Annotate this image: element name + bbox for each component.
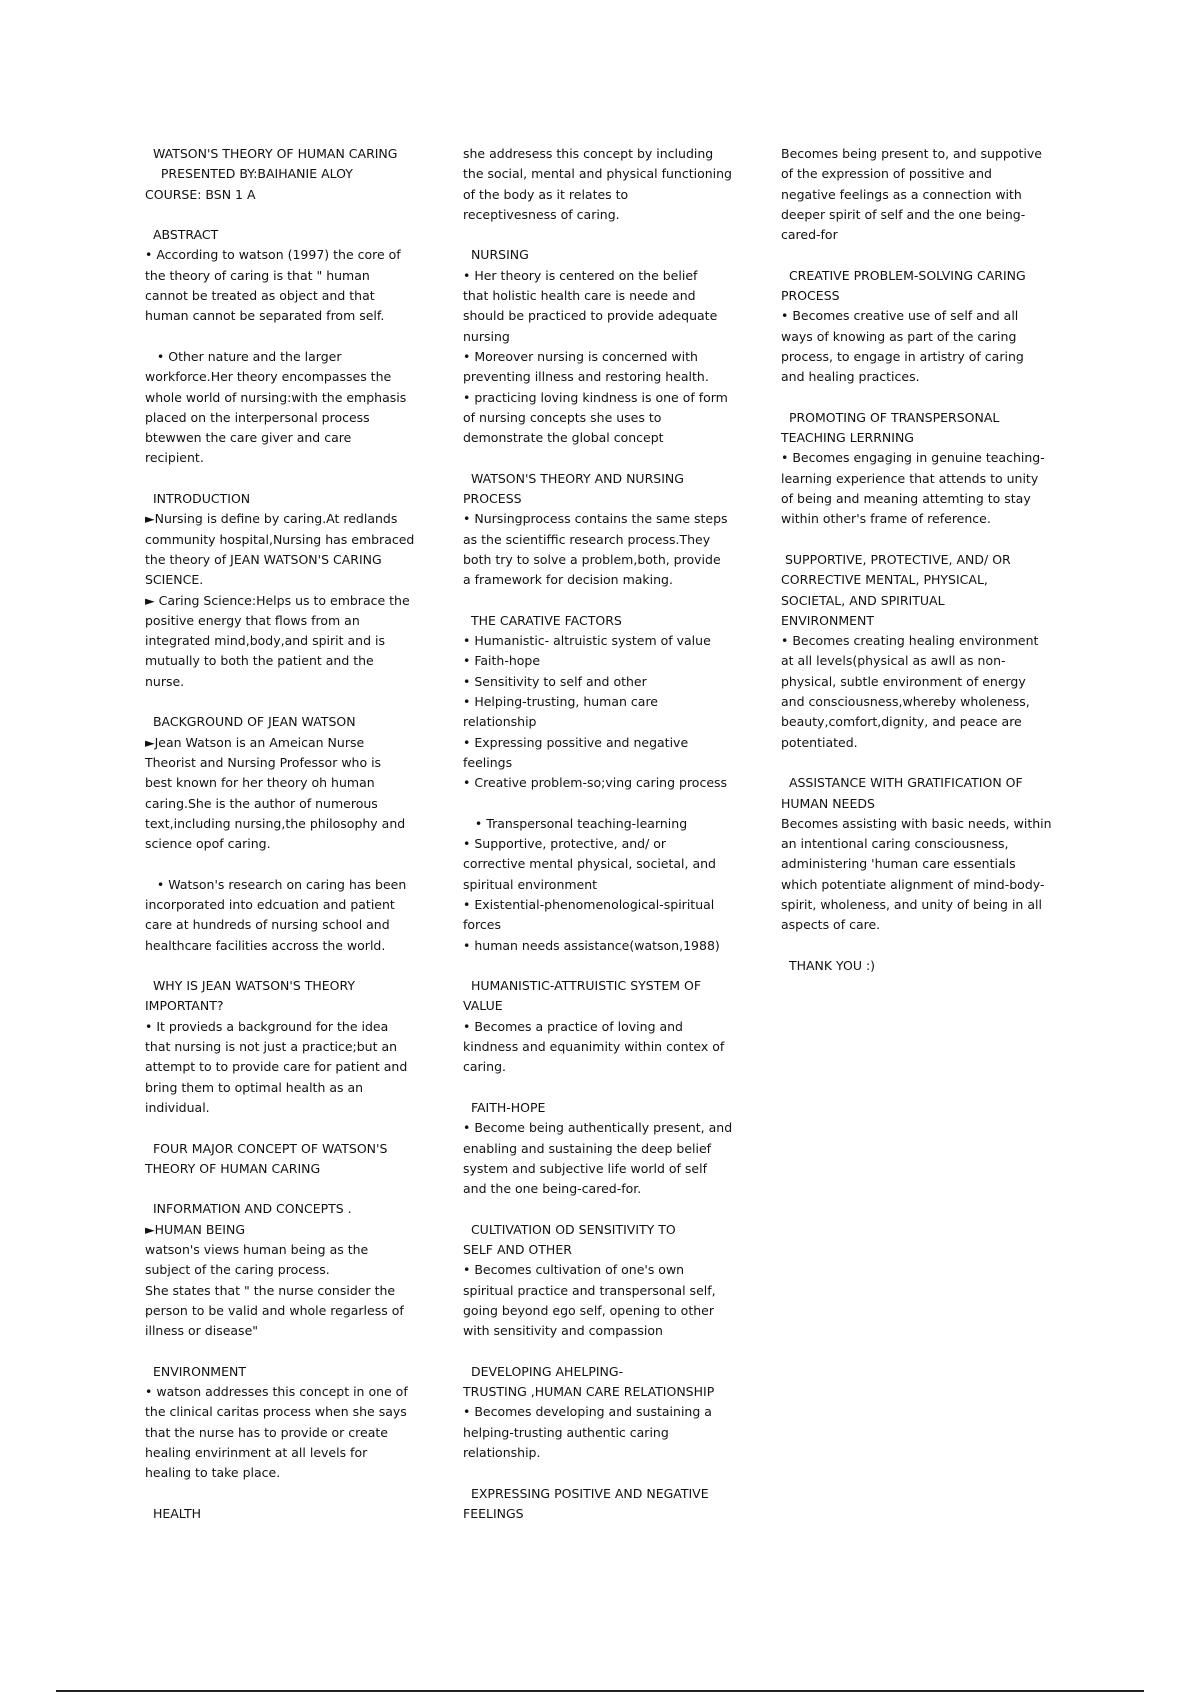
text-line: • Becomes cultivation of one's own [463, 1262, 685, 1278]
text-line: spirit, wholeness, and unity of being in all [781, 896, 1042, 912]
text-line: PROCESS [463, 491, 522, 507]
text-line: illness or disease" [145, 1323, 259, 1339]
text-line: spiritual environment [463, 876, 598, 892]
text-line: that holistic health care is neede and [463, 288, 696, 304]
text-line: watson's views human being as the [145, 1242, 369, 1258]
text-line: PRESENTED BY:BAIHANIE ALOY [145, 166, 353, 182]
text-line: spiritual practice and transpersonal self, [463, 1282, 716, 1298]
text-line: science opof caring. [145, 836, 271, 852]
text-line: she addresess this concept by including [463, 146, 714, 161]
text-line: CORRECTIVE MENTAL, PHYSICAL, [781, 572, 988, 588]
text-line: IMPORTANT? [145, 998, 224, 1014]
text-line: • According to watson (1997) the core of [145, 247, 401, 263]
text-line: SUPPORTIVE, PROTECTIVE, AND/ OR [781, 551, 1011, 567]
text-line: with sensitivity and compassion [463, 1323, 663, 1339]
text-line: which potentiate alignment of mind-body- [781, 876, 1045, 892]
text-line: a framework for decision making. [463, 572, 673, 588]
blank-line [781, 245, 1063, 265]
text-line: process, to engage in artistry of caring [781, 348, 1024, 364]
text-line: mutually to both the patient and the [145, 653, 374, 669]
text-line: attempt to to provide care for patient and [145, 1059, 408, 1075]
text-line: nurse. [145, 673, 185, 689]
text-line: individual. [145, 1099, 210, 1115]
text-line: VALUE [463, 998, 503, 1014]
blank-line [145, 469, 427, 489]
text-line: • Supportive, protective, and/ or [463, 836, 667, 852]
text-line: preventing illness and restoring health. [463, 369, 709, 385]
text-line: ►Jean Watson is an Ameican Nurse [145, 734, 365, 750]
text-line: NURSING [463, 247, 529, 263]
text-line: and the one being-cared-for. [463, 1181, 642, 1197]
text-line: • Humanistic- altruistic system of value [463, 633, 711, 649]
text-line: whole world of nursing:with the emphasis [145, 389, 407, 405]
text-line: ENVIRONMENT [781, 612, 875, 628]
text-line: • Transpersonal teaching-learning [463, 815, 688, 831]
text-line: ►HUMAN BEING [145, 1221, 246, 1237]
text-line: cared-for [781, 227, 838, 243]
text-line: placed on the interpersonal process [145, 409, 370, 425]
text-line: healthcare facilities accross the world. [145, 937, 386, 953]
text-line: WHY IS JEAN WATSON'S THEORY [145, 978, 356, 994]
text-line: PROCESS [781, 288, 840, 304]
blank-line [145, 956, 427, 976]
text-line: • human needs assistance(watson,1988) [463, 937, 720, 953]
text-line: receptivesness of caring. [463, 206, 620, 222]
text-line: DEVELOPING AHELPING- [463, 1363, 624, 1379]
text-line: negative feelings as a connection with [781, 186, 1022, 202]
text-line: human cannot be separated from self. [145, 308, 385, 324]
text-line: COURSE: BSN 1 A [145, 186, 256, 202]
text-column-left [145, 144, 427, 1524]
text-line: the theory of JEAN WATSON'S CARING [145, 551, 382, 567]
text-line: that the nurse has to provide or create [145, 1424, 388, 1440]
text-line: ENVIRONMENT [145, 1363, 246, 1379]
text-line: best known for her theory oh human [145, 775, 375, 791]
text-line: of the body as it relates to [463, 186, 629, 202]
blank-line [145, 205, 427, 225]
blank-line [463, 448, 745, 468]
blank-line [463, 225, 745, 245]
text-line: learning experience that attends to unity [781, 470, 1039, 486]
text-line: SELF AND OTHER [463, 1242, 572, 1258]
text-line: TEACHING LERRNING [781, 430, 914, 446]
text-line: THANK YOU :) [781, 957, 876, 973]
text-line: relationship. [463, 1445, 541, 1460]
blank-line [463, 1199, 745, 1219]
text-line: CULTIVATION OD SENSITIVITY TO [463, 1221, 676, 1237]
text-line: • It provieds a background for the idea [145, 1018, 389, 1034]
text-line: ABSTRACT [145, 227, 219, 243]
text-line: that nursing is not just a practice;but an [145, 1039, 398, 1055]
text-line: ► Caring Science:Helps us to embrace the [145, 592, 410, 608]
text-line: Theorist and Nursing Professor who is [145, 754, 382, 770]
text-line: corrective mental physical, societal, and [463, 856, 716, 872]
text-line: • Nursingprocess contains the same steps [463, 511, 728, 527]
text-line: Becomes being present to, and suppotive [781, 146, 1042, 161]
text-line: physical, subtle environment of energy [781, 673, 1026, 689]
text-line: THEORY OF HUMAN CARING [145, 1160, 321, 1176]
text-line: community hospital,Nursing has embraced [145, 531, 415, 547]
text-line: positive energy that flows from an [145, 612, 360, 628]
text-line: demonstrate the global concept [463, 430, 664, 446]
text-line: HUMANISTIC-ATTRUISTIC SYSTEM OF [463, 978, 702, 994]
text-line: SCIENCE. [145, 572, 204, 588]
blank-line [145, 1342, 427, 1362]
text-line: EXPRESSING POSITIVE AND NEGATIVE [463, 1485, 709, 1501]
text-line: • watson addresses this concept in one of [145, 1384, 408, 1400]
text-line: at all levels(physical as awll as non- [781, 653, 1006, 669]
text-line: going beyond ego self, opening to other [463, 1302, 714, 1318]
text-line: incorporated into edcuation and patient [145, 896, 395, 912]
text-line: ASSISTANCE WITH GRATIFICATION OF [781, 775, 1023, 791]
text-line: workforce.Her theory encompasses the [145, 369, 392, 385]
blank-line [145, 1484, 427, 1504]
blank-line [463, 1463, 745, 1483]
text-column-middle [463, 144, 745, 1524]
text-line: the theory of caring is that " human [145, 267, 370, 283]
text-line: • Becomes developing and sustaining a [463, 1404, 712, 1420]
text-line: • Existential-phenomenological-spiritual [463, 896, 715, 912]
text-line: and healing practices. [781, 369, 920, 385]
text-line: ways of knowing as part of the caring [781, 328, 1017, 344]
blank-line [781, 753, 1063, 773]
text-line: btewwen the care giver and care [145, 430, 352, 446]
text-line: TRUSTING ,HUMAN CARE RELATIONSHIP [463, 1384, 715, 1400]
text-line: caring.She is the author of numerous [145, 795, 378, 811]
text-line: of nursing concepts she uses to [463, 409, 662, 425]
text-line: subject of the caring process. [145, 1262, 330, 1278]
text-line: an intentional caring consciousness, [781, 836, 1009, 852]
text-line: and consciousness,whereby wholeness, [781, 694, 1030, 710]
blank-line [145, 1118, 427, 1138]
text-line: • Watson's research on caring has been [145, 876, 407, 892]
text-line: healing envirinment at all levels for [145, 1445, 368, 1460]
text-line: recipient. [145, 450, 204, 466]
text-line: beauty,comfort,dignity, and peace are [781, 714, 1022, 730]
text-line: INFORMATION AND CONCEPTS . [145, 1201, 352, 1217]
blank-line [145, 854, 427, 874]
text-line: should be practiced to provide adequate [463, 308, 718, 324]
text-line: • Moreover nursing is concerned with [463, 348, 698, 364]
text-line: • Helping-trusting, human care [463, 694, 659, 710]
text-line: ►Nursing is define by caring.At redlands [145, 511, 398, 527]
text-column-right [781, 144, 1063, 976]
text-line: SOCIETAL, AND SPIRITUAL [781, 592, 945, 608]
text-line: deeper spirit of self and the one being- [781, 206, 1026, 222]
text-line: BACKGROUND OF JEAN WATSON [145, 714, 356, 730]
text-line: • Becomes creating healing environment [781, 633, 1039, 649]
footer-rule [56, 1690, 1144, 1692]
text-line: • Become being authentically present, and [463, 1120, 733, 1136]
text-line: aspects of care. [781, 917, 881, 933]
text-line: • Becomes a practice of loving and [463, 1018, 683, 1034]
text-line: the clinical caritas process when she says [145, 1404, 407, 1420]
text-line: INTRODUCTION [145, 491, 251, 507]
blank-line [145, 327, 427, 347]
text-line: • Faith-hope [463, 653, 541, 669]
text-line: FAITH-HOPE [463, 1099, 546, 1115]
blank-line [463, 794, 745, 814]
text-line: administering 'human care essentials [781, 856, 1016, 872]
text-line: enabling and sustaining the deep belief [463, 1140, 712, 1156]
text-line: system and subjective life world of self [463, 1160, 707, 1176]
text-line: nursing [463, 328, 510, 344]
blank-line [781, 388, 1063, 408]
text-line: text,including nursing,the philosophy and [145, 815, 406, 831]
text-line: • Expressing possitive and negative [463, 734, 689, 750]
text-line: • Becomes engaging in genuine teaching- [781, 450, 1045, 466]
blank-line [463, 956, 745, 976]
blank-line [463, 1078, 745, 1098]
text-line: PROMOTING OF TRANSPERSONAL [781, 409, 1000, 425]
text-line: She states that " the nurse consider the [145, 1282, 396, 1298]
text-line: • Sensitivity to self and other [463, 673, 647, 689]
text-line: integrated mind,body,and spirit and is [145, 633, 385, 649]
text-line: Becomes assisting with basic needs, within [781, 815, 1052, 831]
text-line: relationship [463, 714, 537, 730]
text-line: • Other nature and the larger [145, 348, 342, 364]
text-line: FEELINGS [463, 1505, 524, 1521]
text-line: caring. [463, 1059, 506, 1075]
text-line: FOUR MAJOR CONCEPT OF WATSON'S [145, 1140, 388, 1156]
text-line: HUMAN NEEDS [781, 795, 875, 811]
text-line: both try to solve a problem,both, provide [463, 551, 721, 567]
blank-line [463, 591, 745, 611]
text-line: WATSON'S THEORY AND NURSING [463, 470, 684, 486]
text-line: care at hundreds of nursing school and [145, 917, 390, 933]
text-line: CREATIVE PROBLEM-SOLVING CARING [781, 267, 1026, 283]
text-line: HEALTH [145, 1505, 202, 1521]
text-line: healing to take place. [145, 1465, 281, 1481]
text-line: within other's frame of reference. [781, 511, 991, 527]
text-line: the social, mental and physical functioning [463, 166, 732, 182]
text-line: of being and meaning attemting to stay [781, 491, 1031, 507]
text-line: as the scientiffic research process.They [463, 531, 711, 547]
text-line: feelings [463, 754, 513, 770]
blank-line [463, 1342, 745, 1362]
blank-line [145, 692, 427, 712]
text-line: person to be valid and whole regarless of [145, 1302, 404, 1318]
text-line: cannot be treated as object and that [145, 288, 375, 304]
text-line: THE CARATIVE FACTORS [463, 612, 622, 628]
text-line: forces [463, 917, 501, 933]
text-line: • Becomes creative use of self and all [781, 308, 1019, 324]
text-line: kindness and equanimity within contex of [463, 1039, 725, 1055]
text-line: • Her theory is centered on the belief [463, 267, 698, 283]
blank-line [781, 530, 1063, 550]
text-line: bring them to optimal health as an [145, 1079, 364, 1095]
blank-line [781, 936, 1063, 956]
text-line: helping-trusting authentic caring [463, 1424, 669, 1440]
text-line: • practicing loving kindness is one of form [463, 389, 728, 405]
text-line: WATSON'S THEORY OF HUMAN CARING [145, 146, 398, 161]
blank-line [145, 1179, 427, 1199]
text-line: of the expression of possitive and [781, 166, 992, 182]
text-line: potentiated. [781, 734, 858, 750]
text-line: • Creative problem-so;ving caring process [463, 775, 728, 791]
